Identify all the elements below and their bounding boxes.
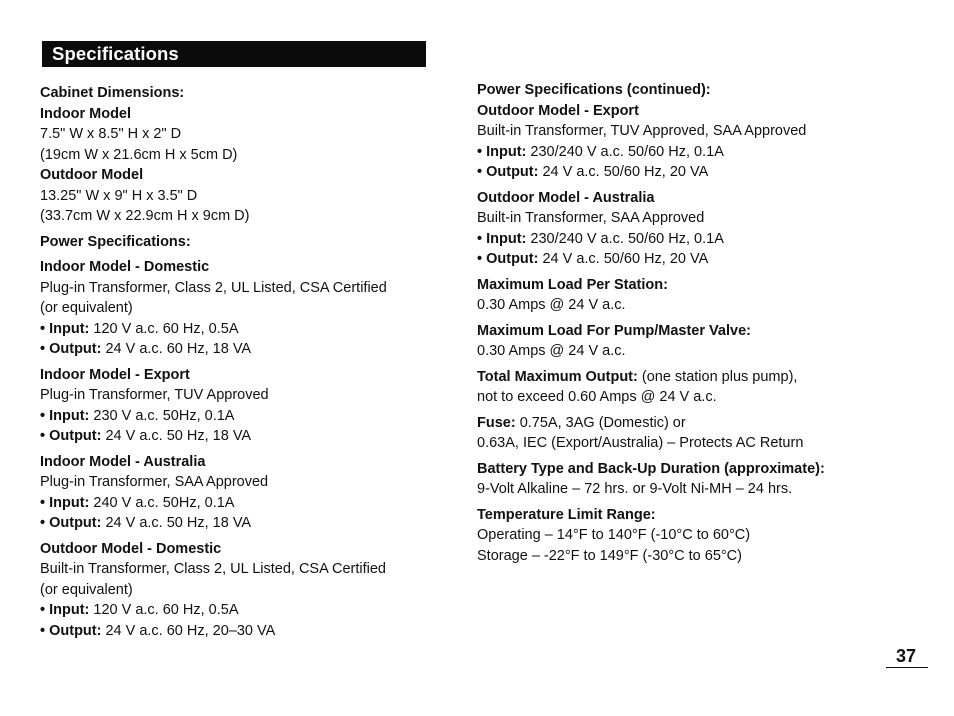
output-label: Output: — [49, 428, 102, 444]
bullet: • — [477, 164, 487, 180]
outdoor-domestic-heading: Outdoor Model - Domestic — [40, 540, 222, 557]
output-value: 24 V a.c. 50/60 Hz, 20 VA — [538, 251, 709, 267]
output-value: 24 V a.c. 50 Hz, 18 VA — [101, 428, 252, 444]
outdoor-export-heading: Outdoor Model - Export — [477, 102, 639, 119]
output-label: Output: — [486, 251, 539, 267]
indoor-australia-heading: Indoor Model - Australia — [40, 453, 206, 470]
bullet: • — [40, 407, 50, 424]
input-label: Input: — [49, 407, 90, 424]
indoor-australia-input — [40, 493, 440, 514]
output-value: 24 V a.c. 60 Hz, 20–30 VA — [101, 622, 276, 639]
bullet: • — [40, 515, 50, 531]
bullet: • — [477, 251, 487, 267]
indoor-export-desc: Plug-in Transformer, TUV Approved — [40, 387, 269, 403]
right-column — [477, 80, 917, 566]
power-specifications-heading: Power Specifications: — [40, 233, 191, 250]
total-output-line — [477, 367, 917, 388]
fuse-label: Fuse: — [477, 414, 516, 431]
fuse-line — [477, 413, 917, 434]
indoor-export-output — [40, 426, 440, 447]
temperature-storage: Storage – -22°F to 149°F (-30°C to 65°C) — [477, 547, 742, 564]
output-value: 24 V a.c. 60 Hz, 18 VA — [101, 341, 252, 357]
input-value: 120 V a.c. 60 Hz, 0.5A — [89, 320, 239, 337]
cabinet-dimensions-heading: Cabinet Dimensions: — [40, 85, 185, 101]
outdoor-australia-desc: Built-in Transformer, SAA Approved — [477, 210, 705, 226]
bullet: • — [40, 320, 50, 337]
section-header-bar — [42, 41, 426, 67]
total-output-text: (one station plus pump), — [637, 368, 798, 385]
outdoor-export-desc: Built-in Transformer, TUV Approved, SAA Approved — [477, 123, 807, 139]
total-output-label: Total Maximum Output: — [477, 368, 638, 385]
indoor-australia-desc: Plug-in Transformer, SAA Approved — [40, 474, 269, 490]
input-label: Input: — [486, 143, 527, 160]
input-value: 230 V a.c. 50Hz, 0.1A — [89, 407, 235, 424]
temperature-heading: Temperature Limit Range: — [477, 506, 656, 523]
outdoor-domestic-input — [40, 600, 440, 621]
input-value: 240 V a.c. 50Hz, 0.1A — [89, 494, 235, 511]
max-load-station-heading: Maximum Load Per Station: — [477, 276, 668, 293]
output-label: Output: — [486, 164, 539, 180]
total-output-limit: not to exceed 0.60 Amps @ 24 V a.c. — [477, 389, 717, 405]
output-label: Output: — [49, 622, 102, 639]
temperature-operating: Operating – 14°F to 140°F (-10°C to 60°C) — [477, 527, 751, 543]
input-label: Input: — [49, 494, 90, 511]
max-load-pump-value: 0.30 Amps @ 24 V a.c. — [477, 343, 626, 359]
indoor-domestic-desc: Plug-in Transformer, Class 2, UL Listed, CSA Certified — [40, 279, 387, 296]
input-value: 120 V a.c. 60 Hz, 0.5A — [89, 602, 239, 618]
input-value: 230/240 V a.c. 50/60 Hz, 0.1A — [526, 143, 724, 160]
outdoor-australia-heading: Outdoor Model - Australia — [477, 189, 655, 206]
indoor-dimensions-inches: 7.5" W x 8.5" H x 2" D — [40, 126, 182, 142]
outdoor-australia-output — [477, 249, 917, 270]
indoor-domestic-input — [40, 319, 440, 340]
battery-heading: Battery Type and Back-Up Duration (approximate): — [477, 460, 825, 477]
battery-value: 9-Volt Alkaline – 72 hrs. or 9-Volt Ni-MH – 24 hrs. — [477, 481, 793, 497]
output-value: 24 V a.c. 50/60 Hz, 20 VA — [538, 164, 709, 180]
bullet: • — [40, 428, 50, 444]
indoor-export-heading: Indoor Model - Export — [40, 366, 190, 383]
indoor-domestic-desc-note: (or equivalent) — [40, 300, 133, 316]
indoor-domestic-output — [40, 339, 440, 360]
power-continued-heading: Power Specifications (continued): — [477, 82, 711, 98]
indoor-domestic-heading: Indoor Model - Domestic — [40, 259, 210, 275]
outdoor-domestic-desc-note: (or equivalent) — [40, 581, 133, 598]
outdoor-export-input — [477, 142, 917, 163]
input-label: Input: — [49, 602, 90, 618]
outdoor-dimensions-cm: (33.7cm W x 22.9cm H x 9cm D) — [40, 208, 250, 224]
bullet: • — [40, 622, 50, 639]
output-value: 24 V a.c. 50 Hz, 18 VA — [101, 515, 252, 531]
outdoor-dimensions-inches: 13.25" W x 9" H x 3.5" D — [40, 187, 198, 204]
indoor-export-input — [40, 406, 440, 427]
outdoor-domestic-desc: Built-in Transformer, Class 2, UL Listed, CSA Certified — [40, 561, 386, 577]
outdoor-model-heading: Outdoor Model — [40, 167, 144, 183]
fuse-export-text: 0.63A, IEC (Export/Australia) – Protects AC Return — [477, 435, 804, 451]
output-label: Output: — [49, 341, 102, 357]
outdoor-export-output — [477, 162, 917, 183]
bullet: • — [477, 230, 487, 247]
max-load-pump-heading: Maximum Load For Pump/Master Valve: — [477, 322, 751, 339]
section-title: Specifications — [52, 43, 179, 64]
bullet: • — [40, 341, 50, 357]
input-label: Input: — [486, 230, 527, 247]
max-load-station-value: 0.30 Amps @ 24 V a.c. — [477, 297, 626, 313]
output-label: Output: — [49, 515, 102, 531]
indoor-dimensions-cm: (19cm W x 21.6cm H x 5cm D) — [40, 146, 238, 163]
fuse-text: 0.75A, 3AG (Domestic) or — [515, 414, 686, 431]
input-label: Input: — [49, 320, 90, 337]
page-number: 37 — [886, 646, 928, 668]
indoor-australia-output — [40, 513, 440, 534]
left-column — [40, 83, 440, 641]
outdoor-domestic-output — [40, 621, 440, 642]
bullet: • — [40, 494, 50, 511]
outdoor-australia-input — [477, 229, 917, 250]
bullet: • — [477, 143, 487, 160]
bullet: • — [40, 602, 50, 618]
input-value: 230/240 V a.c. 50/60 Hz, 0.1A — [526, 230, 724, 247]
indoor-model-heading: Indoor Model — [40, 105, 132, 122]
